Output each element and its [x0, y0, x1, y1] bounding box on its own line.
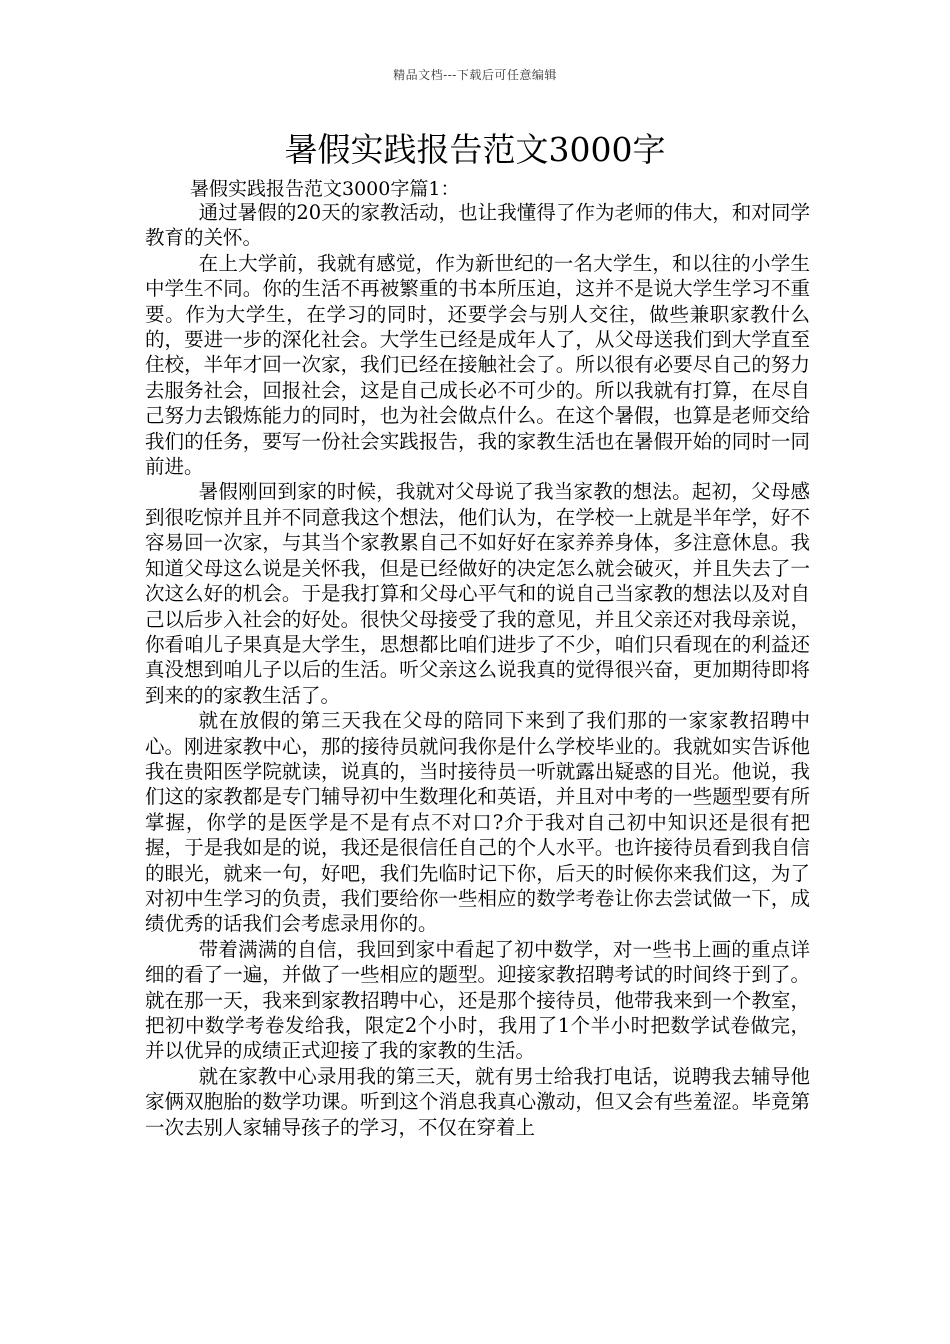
paragraph: 暑假刚回到家的时候，我就对父母说了我当家教的想法。起初，父母感到很吃惊并且并不同意我这个想法，他们认为，在学校一上就是半年学，好不容易回一次家，与其当个家教累自己不如好好在家养养身体，多注意休息。我知道父母这么说是关怀我，但是已经做好的决定怎么就会破灭，并且失去了一次这么好的机会。于是我打算和父母心平气和的说自己当家教的想法以及对自己以后步入社会的好处。很快父母接受了我的意见，并且父亲还对我母亲说，你看咱儿子果真是大学生，思想都比咱们进步了不少，咱们只看现在的利益还真没想到咱儿子以后的生活。听父亲这么说我真的觉得很兴奋，更加期待即将到来的的家教生活了。 [145, 480, 810, 707]
header-note: 精品文档---下载后可任意编辑 [393, 68, 557, 82]
document-title: 暑假实践报告范文3000字 [284, 130, 666, 169]
paragraph: 通过暑假的20天的家教活动，也让我懂得了作为老师的伟大，和对同学教育的关怀。 [145, 201, 810, 250]
paragraph: 就在放假的第三天我在父母的陪同下来到了我们那的一家家教招聘中心。刚进家教中心，那的接待员就问我你是什么学校毕业的。我就如实告诉他我在贵阳医学院就读，说真的，当时接待员一听就露出疑惑的目光。他说，我们这的家教都是专门辅导初中生数理化和英语，并且对中考的一些题型要有所掌握，你学的是医学是不是有点不对口?介于我对自己初中知识还是很有把握，于是我如是的说，我还是很信任自己的个人水平。也许接待员看到我自信的眼光，就来一句，好吧，我们先临时记下你，后天的时候你来我们这，为了对初中生学习的负责，我们要给你一些相应的数学考卷让你去尝试做一下，成绩优秀的话我们会考虑录用你的。 [145, 709, 810, 936]
body-text [145, 200, 810, 1140]
paragraph: 就在家教中心录用我的第三天，就有男士给我打电话，说聘我去辅导他家俩双胞胎的数学功课。听到这个消息我真心激动，但又会有些羞涩。毕竟第一次去别人家辅导孩子的学习，不仅在穿着上 [145, 1064, 810, 1139]
paragraph: 带着满满的自信，我回到家中看起了初中数学，对一些书上画的重点详细的看了一遍，并做了一些相应的题型。迎接家教招聘考试的时间终于到了。就在那一天，我来到家教招聘中心，还是那个接待员，他带我来到一个教室，把初中数学考卷发给我，限定2个小时，我用了1个半小时把数学试卷做完，并以优异的成绩正式迎接了我的家教的生活。 [145, 937, 810, 1063]
paragraph: 在上大学前，我就有感觉，作为新世纪的一名大学生，和以往的小学生中学生不同。你的生活不再被繁重的书本所压迫，这并不是说大学生学习不重要。作为大学生，在学习的同时，还要学会与别人交往，做些兼职家教什么的，要进一步的深化社会。大学生已经是成年人了，从父母送我们到大学直至住校，半年才回一次家，我们已经在接触社会了。所以很有必要尽自己的努力去服务社会，回报社会，这是自己成长必不可少的。所以我就有打算，在尽自己努力去锻炼能力的同时，也为社会做点什么。在这个暑假，也算是老师交给我们的任务，要写一份社会实践报告，我的家教生活也在暑假开始的同时一同前进。 [145, 251, 810, 479]
section-subtitle: 暑假实践报告范文3000字篇1： [190, 178, 460, 200]
